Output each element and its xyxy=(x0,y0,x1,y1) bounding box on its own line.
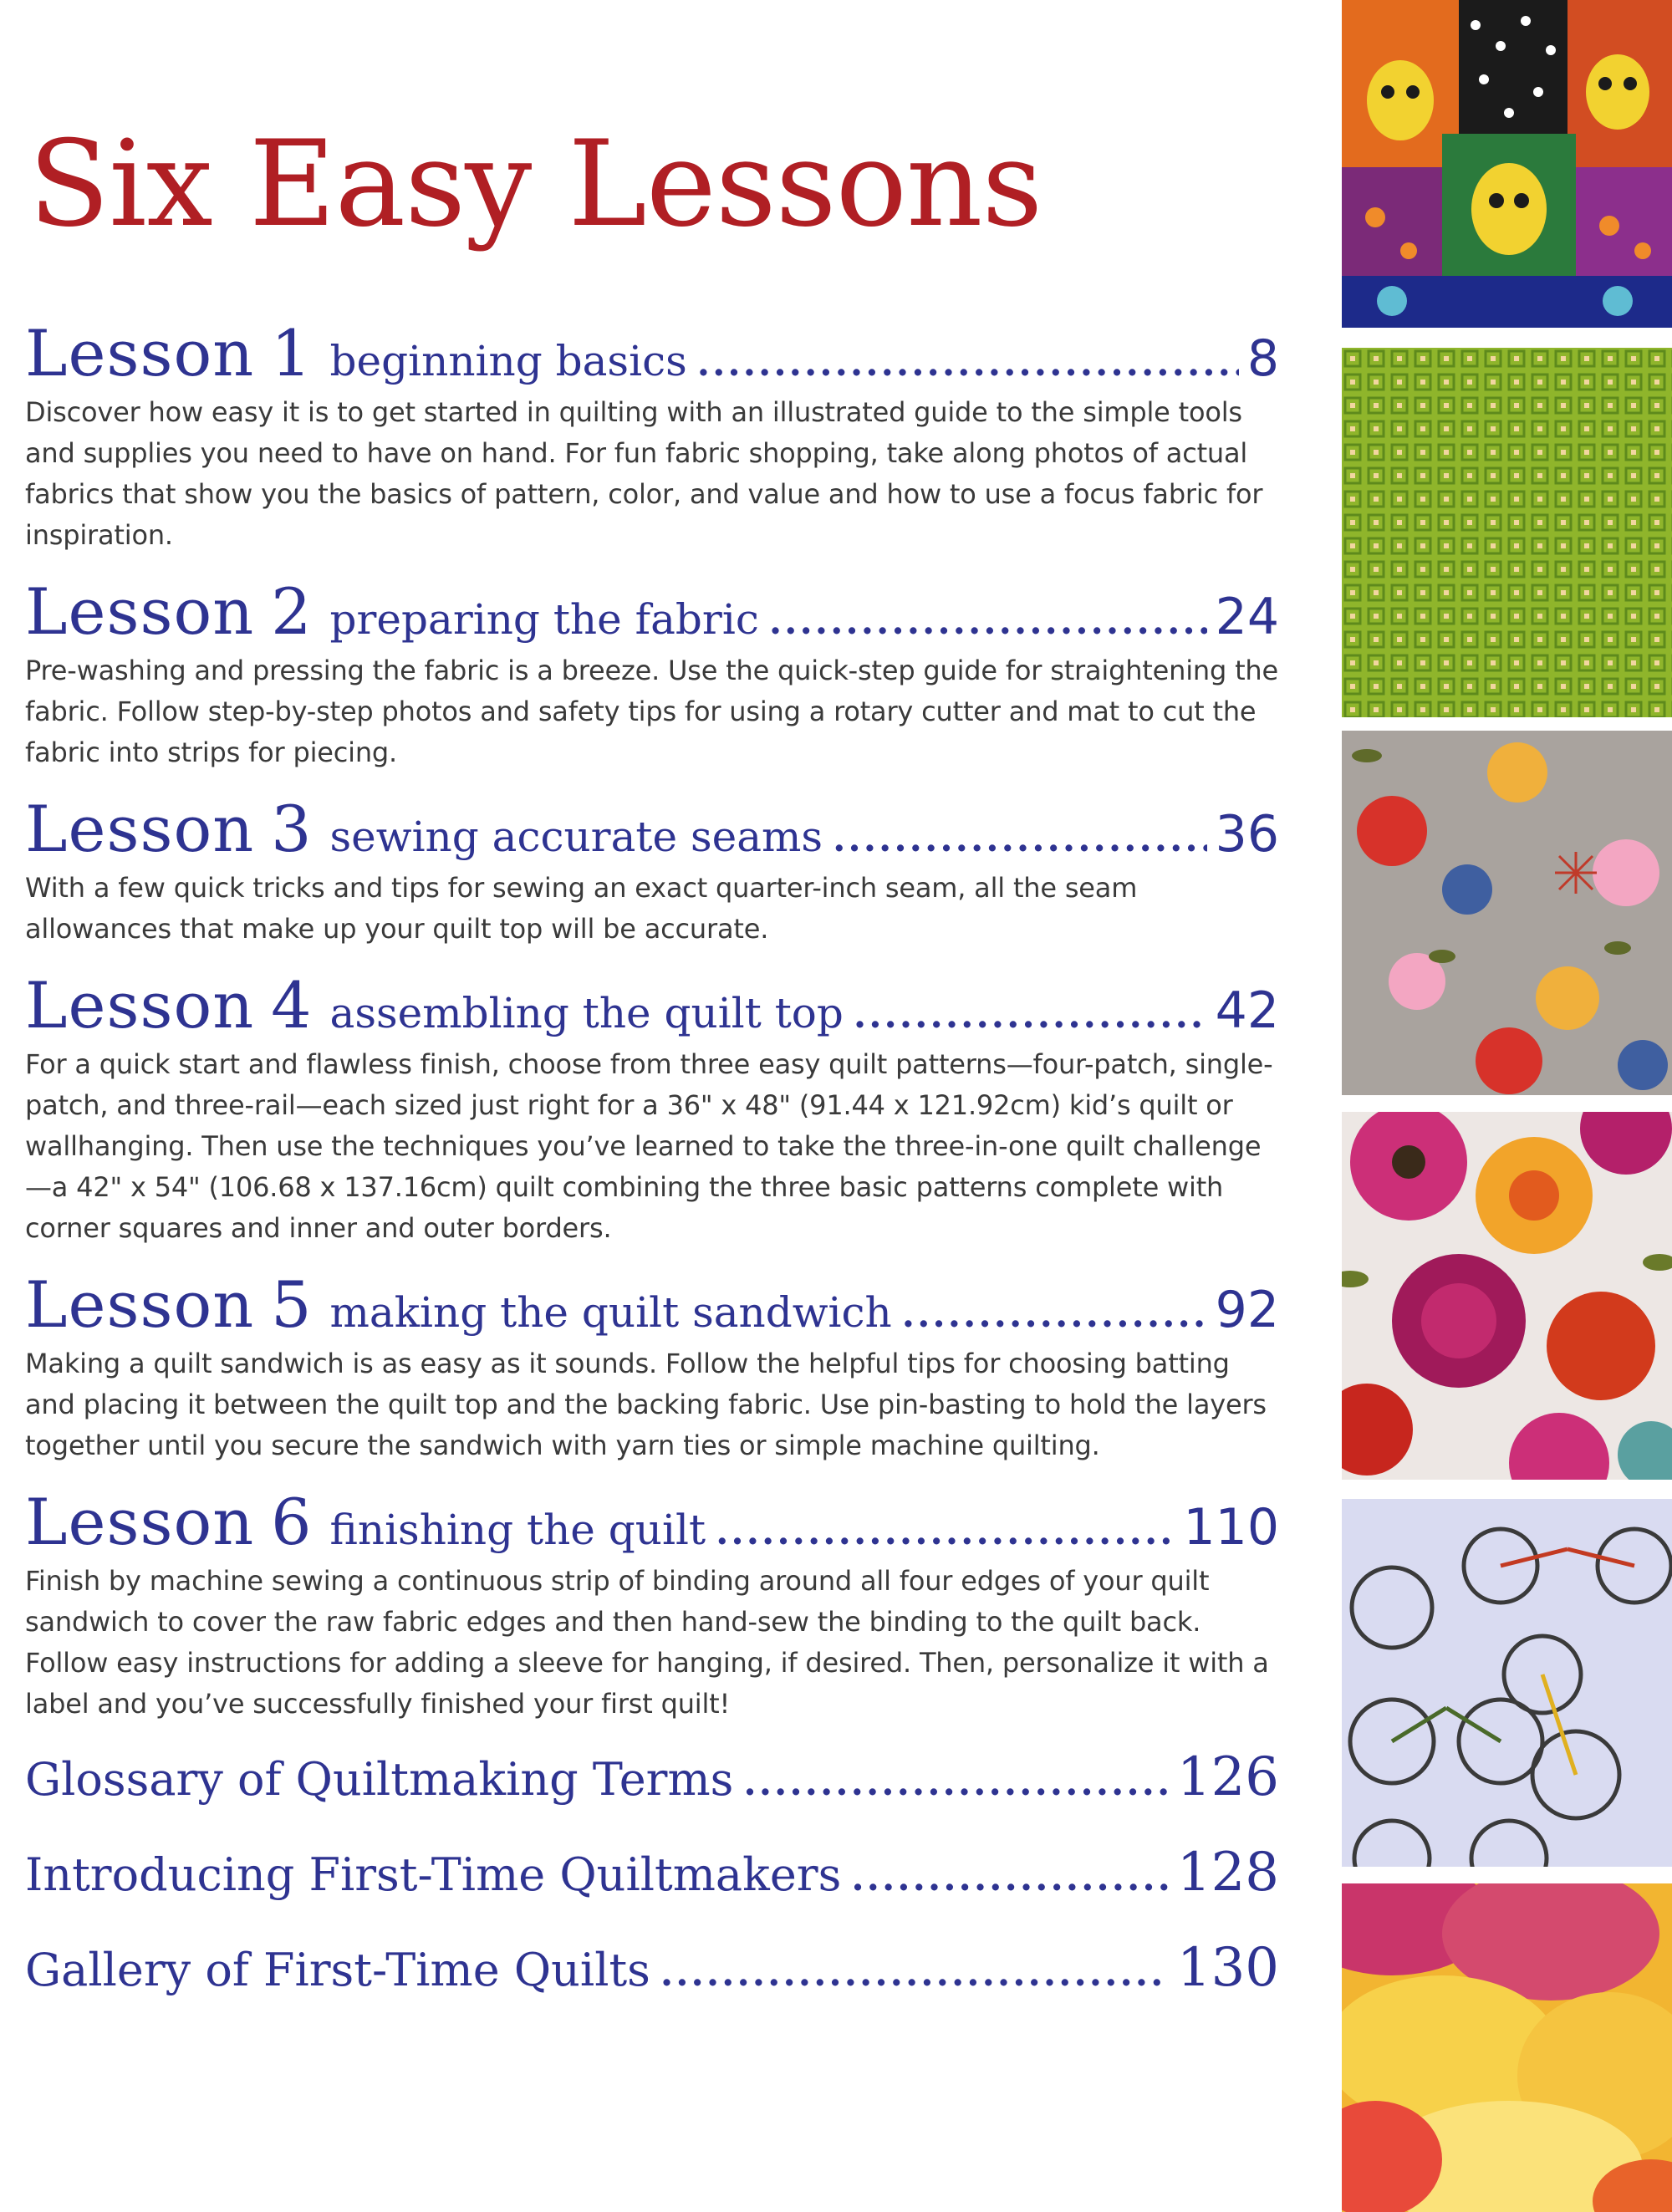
bicycles-fabric-swatch xyxy=(1342,1499,1672,1867)
lesson-entry-4 xyxy=(25,968,1279,1249)
extra-heading[interactable] xyxy=(25,1842,1279,1904)
lesson-heading[interactable] xyxy=(25,968,1279,1042)
lesson-heading[interactable] xyxy=(25,574,1279,649)
pink-flowers-fabric-swatch xyxy=(1342,1112,1672,1480)
dot-leader xyxy=(902,1293,1207,1336)
dot-leader xyxy=(743,1761,1168,1804)
lesson-number: 1 xyxy=(271,316,312,390)
lesson-entry-1 xyxy=(25,316,1279,556)
cats-fabric-swatch xyxy=(1342,0,1672,328)
lesson-entry-5 xyxy=(25,1267,1279,1466)
lesson-entry-2 xyxy=(25,574,1279,773)
yellow-petals-fabric-swatch xyxy=(1342,1883,1672,2212)
page-number: 128 xyxy=(1176,1842,1279,1904)
lesson-title: beginning basics xyxy=(329,337,687,385)
page-number: 8 xyxy=(1246,329,1279,388)
lesson-description: Pre-washing and pressing the fabric is a breeze. Use the quick-step guide for straightening the fabric. Follow step-by-step photos and safety tips for using a rotary cutter and mat to cut the fabric into strips for piecing. xyxy=(25,655,1278,768)
green-grid-fabric-swatch xyxy=(1342,348,1672,717)
dot-leader xyxy=(697,342,1239,385)
lesson-number: 4 xyxy=(271,968,312,1042)
dot-leader xyxy=(833,818,1207,860)
lesson-heading[interactable] xyxy=(25,1267,1279,1342)
lesson-word: Lesson xyxy=(25,316,255,390)
lesson-title: assembling the quilt top xyxy=(329,989,844,1037)
lesson-description: For a quick start and flawless finish, choose from three easy quilt patterns—four-patch, single-patch, and three-rail—each sized just right for a 36" x 48" (91.44 x 121.92cm) kid’s quilt or wallhanging. Then use the techniques you’ve learned to take the three-in-one quilt challenge—a 42" x 54" (106.68 x 137.16cm) quilt combining the three basic patterns complete with corner squares and inner and outer borders. xyxy=(25,1048,1273,1244)
page-number: 42 xyxy=(1215,981,1279,1040)
lesson-word: Lesson xyxy=(25,574,255,649)
page-number: 36 xyxy=(1215,805,1279,864)
page-number: 24 xyxy=(1215,588,1279,646)
dot-leader xyxy=(769,600,1207,643)
extra-title: Gallery of First-Time Quilts xyxy=(25,1944,650,1996)
lesson-number: 6 xyxy=(271,1485,312,1559)
page-title: Six Easy Lessons xyxy=(28,115,1042,253)
lesson-number: 3 xyxy=(271,792,312,866)
grey-floral-fabric-swatch xyxy=(1342,731,1672,1095)
lesson-title: preparing the fabric xyxy=(329,595,759,644)
dot-leader xyxy=(851,1857,1169,1899)
lesson-description: Discover how easy it is to get started in quilting with an illustrated guide to the simple tools and supplies you need to have on hand. For fun fabric shopping, take along photos of actual fabrics that show you the basics of pattern, color, and value and how to use a focus fabric for inspiration. xyxy=(25,396,1263,551)
page-number: 130 xyxy=(1176,1937,1279,1999)
lesson-number: 2 xyxy=(271,574,312,649)
fabric-swatch-column xyxy=(1342,0,1672,2212)
dot-leader xyxy=(854,994,1207,1037)
lesson-word: Lesson xyxy=(25,792,255,866)
page-number: 110 xyxy=(1183,1498,1279,1557)
extra-title: Glossary of Quiltmaking Terms xyxy=(25,1753,734,1806)
lesson-title: finishing the quilt xyxy=(329,1506,706,1554)
dot-leader xyxy=(660,1952,1169,1995)
lesson-entry-3 xyxy=(25,792,1279,950)
page-number: 126 xyxy=(1176,1746,1279,1808)
dot-leader xyxy=(716,1511,1175,1553)
extra-heading[interactable] xyxy=(25,1746,1279,1808)
lesson-number: 5 xyxy=(271,1267,312,1342)
lesson-word: Lesson xyxy=(25,1267,255,1342)
lesson-heading[interactable] xyxy=(25,1485,1279,1559)
page-number: 92 xyxy=(1215,1281,1279,1339)
extra-entry-glossary xyxy=(25,1746,1279,1808)
lesson-heading[interactable] xyxy=(25,316,1279,390)
lesson-description: Making a quilt sandwich is as easy as it sounds. Follow the helpful tips for choosing batting and placing it between the quilt top and the backing fabric. Use pin-basting to hold the layers together until you secure the sandwich with yarn ties or simple machine quilting. xyxy=(25,1348,1267,1461)
extra-heading[interactable] xyxy=(25,1937,1279,1999)
lesson-title: making the quilt sandwich xyxy=(329,1288,892,1337)
lesson-heading[interactable] xyxy=(25,792,1279,866)
lesson-entry-6 xyxy=(25,1485,1279,1725)
extra-title: Introducing First-Time Quiltmakers xyxy=(25,1848,842,1901)
lesson-description: With a few quick tricks and tips for sewing an exact quarter-inch seam, all the seam allowances that make up your quilt top will be accurate. xyxy=(25,872,1138,945)
lesson-title: sewing accurate seams xyxy=(329,813,823,861)
table-of-contents xyxy=(25,316,1279,1999)
extra-entry-introducing xyxy=(25,1842,1279,1904)
lesson-word: Lesson xyxy=(25,1485,255,1559)
extra-entry-gallery xyxy=(25,1937,1279,1999)
lesson-description: Finish by machine sewing a continuous strip of binding around all four edges of your quilt sandwich to cover the raw fabric edges and then hand-sew the binding to the quilt back. Follow easy instructions for adding a sleeve for hanging, if desired. Then, personalize it with a label and you’ve successfully finished your first quilt! xyxy=(25,1565,1269,1720)
lesson-word: Lesson xyxy=(25,968,255,1042)
